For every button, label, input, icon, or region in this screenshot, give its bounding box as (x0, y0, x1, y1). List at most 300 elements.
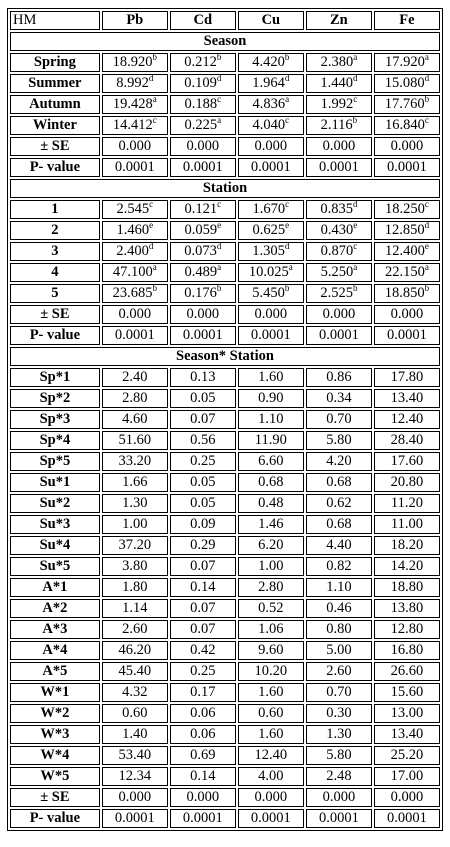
table-cell (374, 74, 440, 93)
cell-value: 0.000 (186, 138, 220, 154)
significance-letter: e (424, 242, 429, 251)
cell-value: 0.000 (322, 138, 356, 154)
cell-value: 17.00 (390, 768, 424, 784)
row-label: W*2 (10, 704, 100, 723)
table-cell (238, 599, 304, 618)
row-label: P- value (10, 326, 100, 345)
significance-letter: a (152, 95, 157, 104)
header-hm: HM (10, 11, 100, 30)
table-cell (170, 662, 236, 681)
cell-value: 13.80 (390, 600, 424, 616)
cell-value: 0.0001 (114, 327, 155, 343)
table-cell (238, 137, 304, 156)
cell-value: 12.80 (390, 621, 424, 637)
table-cell (102, 200, 168, 219)
table-cell (306, 725, 372, 744)
table-cell (306, 389, 372, 408)
significance-letter: a (288, 263, 293, 272)
table-cell (102, 473, 168, 492)
row-label: A*5 (10, 662, 100, 681)
table-cell (170, 641, 236, 660)
cell-value: 22.150 (385, 264, 425, 280)
cell-value: 4.60 (122, 411, 148, 427)
table-row (10, 641, 440, 660)
cell-value: 0.69 (190, 747, 216, 763)
cell-value: 0.80 (326, 621, 352, 637)
table-cell (374, 116, 440, 135)
table-cell (238, 725, 304, 744)
cell-value: 16.840 (385, 117, 425, 133)
table-cell (374, 641, 440, 660)
table-cell (306, 473, 372, 492)
row-label: P- value (10, 158, 100, 177)
table-cell (374, 221, 440, 240)
header-col-fe: Fe (374, 11, 440, 30)
cell-value: 14.20 (390, 558, 424, 574)
table-cell (102, 242, 168, 261)
table-row (10, 410, 440, 429)
table-cell (306, 305, 372, 324)
cell-value: 0.52 (258, 600, 284, 616)
cell-value: 13.00 (390, 705, 424, 721)
cell-value: 0.0001 (182, 327, 223, 343)
row-label: W*4 (10, 746, 100, 765)
cell-value: 11.20 (390, 495, 423, 511)
table-cell (102, 284, 168, 303)
cell-value: 1.80 (122, 579, 148, 595)
row-label: W*5 (10, 767, 100, 786)
table-cell (102, 137, 168, 156)
table-cell (374, 788, 440, 807)
table-cell (170, 431, 236, 450)
cell-value: 0.13 (190, 369, 216, 385)
table-row (10, 53, 440, 72)
table-cell (102, 704, 168, 723)
row-label: P- value (10, 809, 100, 828)
significance-letter: c (353, 95, 358, 104)
significance-letter: c (424, 116, 429, 125)
table-cell (170, 788, 236, 807)
table-cell (170, 452, 236, 471)
table-cell (238, 809, 304, 828)
row-label: ± SE (10, 137, 100, 156)
table-cell (102, 53, 168, 72)
cell-value: 17.80 (390, 369, 424, 385)
table-cell (102, 683, 168, 702)
table-cell (306, 662, 372, 681)
table-row (10, 788, 440, 807)
cell-value: 0.07 (190, 621, 216, 637)
significance-letter: d (216, 242, 222, 251)
table-cell (374, 263, 440, 282)
cell-value: 0.000 (254, 138, 288, 154)
table-cell (238, 452, 304, 471)
table-row (10, 473, 440, 492)
table-cell (306, 536, 372, 555)
cell-value: 2.400 (116, 243, 149, 259)
cell-value: 1.440 (320, 75, 353, 91)
cell-value: 0.0001 (318, 159, 359, 175)
table-cell (102, 599, 168, 618)
table-cell (238, 53, 304, 72)
table-cell (238, 704, 304, 723)
cell-value: 1.60 (258, 684, 284, 700)
cell-value: 0.0001 (114, 159, 155, 175)
significance-letter: a (217, 263, 222, 272)
significance-letter: b (352, 116, 358, 125)
cell-value: 1.964 (252, 75, 285, 91)
table-cell (170, 515, 236, 534)
cell-value: 1.30 (122, 495, 148, 511)
table-cell (306, 515, 372, 534)
table-row (10, 494, 440, 513)
cell-value: 0.000 (118, 306, 152, 322)
cell-value: 4.836 (252, 96, 286, 112)
cell-value: 46.20 (118, 642, 152, 658)
table-cell (102, 326, 168, 345)
table-cell (374, 389, 440, 408)
cell-value: 2.60 (122, 621, 148, 637)
table-cell (374, 284, 440, 303)
table-cell (238, 389, 304, 408)
table-cell (374, 536, 440, 555)
row-label: Sp*3 (10, 410, 100, 429)
heavy-metals-table-container (7, 8, 443, 831)
table-cell (170, 158, 236, 177)
significance-letter: d (284, 242, 290, 251)
significance-letter: d (352, 74, 358, 83)
table-cell (374, 704, 440, 723)
table-row (10, 683, 440, 702)
cell-value: 1.46 (258, 516, 284, 532)
cell-value: 5.450 (252, 285, 285, 301)
cell-value: 0.000 (186, 306, 220, 322)
table-cell (102, 557, 168, 576)
cell-value: 0.212 (184, 54, 217, 70)
cell-value: 4.00 (258, 768, 284, 784)
row-label: 1 (10, 200, 100, 219)
table-row (10, 809, 440, 828)
table-cell (306, 767, 372, 786)
table-row (10, 620, 440, 639)
cell-value: 1.10 (326, 579, 352, 595)
significance-letter: c (424, 200, 429, 209)
table-cell (374, 494, 440, 513)
row-label: W*3 (10, 725, 100, 744)
cell-value: 0.109 (184, 75, 217, 91)
significance-letter: c (217, 95, 222, 104)
significance-letter: c (353, 242, 358, 251)
table-row (10, 557, 440, 576)
cell-value: 0.489 (184, 264, 218, 280)
table-cell (238, 200, 304, 219)
table-cell (238, 578, 304, 597)
cell-value: 0.48 (258, 495, 284, 511)
cell-value: 0.56 (190, 432, 216, 448)
significance-letter: a (424, 263, 429, 272)
cell-value: 0.0001 (318, 810, 359, 826)
table-cell (238, 158, 304, 177)
row-label: A*4 (10, 641, 100, 660)
table-cell (238, 767, 304, 786)
cell-value: 0.000 (254, 306, 288, 322)
cell-value: 0.05 (190, 390, 216, 406)
significance-letter: b (352, 284, 358, 293)
table-body (10, 32, 440, 828)
header-col-pb: Pb (102, 11, 168, 30)
cell-value: 0.0001 (182, 159, 223, 175)
table-cell (374, 662, 440, 681)
table-cell (238, 284, 304, 303)
cell-value: 1.06 (258, 621, 284, 637)
cell-value: 0.176 (184, 285, 217, 301)
row-label: A*2 (10, 599, 100, 618)
table-cell (306, 788, 372, 807)
row-label: A*1 (10, 578, 100, 597)
cell-value: 0.86 (326, 369, 352, 385)
significance-letter: d (148, 242, 154, 251)
cell-value: 2.116 (320, 117, 353, 133)
cell-value: 0.000 (118, 138, 152, 154)
row-label: Summer (10, 74, 100, 93)
cell-value: 45.40 (118, 663, 152, 679)
table-cell (102, 389, 168, 408)
cell-value: 28.40 (390, 432, 424, 448)
table-cell (306, 683, 372, 702)
table-cell (374, 683, 440, 702)
table-cell (374, 368, 440, 387)
table-row (10, 515, 440, 534)
table-cell (238, 263, 304, 282)
significance-letter: d (424, 221, 430, 230)
table-row (10, 725, 440, 744)
heavy-metals-table (7, 8, 443, 831)
significance-letter: e (149, 221, 154, 230)
table-cell (238, 536, 304, 555)
table-cell (306, 494, 372, 513)
cell-value: 2.380 (320, 54, 354, 70)
table-cell (238, 662, 304, 681)
table-cell (170, 536, 236, 555)
cell-value: 0.06 (190, 726, 216, 742)
table-cell (238, 95, 304, 114)
cell-value: 0.34 (326, 390, 352, 406)
cell-value: 17.760 (384, 96, 425, 112)
table-cell (374, 200, 440, 219)
table-cell (374, 767, 440, 786)
table-cell (238, 242, 304, 261)
table-cell (102, 767, 168, 786)
table-cell (238, 221, 304, 240)
cell-value: 2.48 (326, 768, 352, 784)
table-cell (306, 557, 372, 576)
table-cell (306, 578, 372, 597)
table-cell (170, 74, 236, 93)
cell-value: 1.60 (258, 369, 284, 385)
table-cell (238, 368, 304, 387)
cell-value: 37.20 (118, 537, 152, 553)
table-row (10, 284, 440, 303)
cell-value: 4.40 (326, 537, 352, 553)
table-cell (102, 788, 168, 807)
row-label: Sp*5 (10, 452, 100, 471)
table-cell (306, 137, 372, 156)
table-cell (170, 620, 236, 639)
cell-value: 0.62 (326, 495, 352, 511)
cell-value: 18.920 (112, 54, 153, 70)
table-cell (102, 431, 168, 450)
table-cell (238, 494, 304, 513)
table-row (10, 599, 440, 618)
cell-value: 0.121 (184, 201, 218, 217)
table-row (10, 389, 440, 408)
significance-letter: b (216, 53, 222, 62)
significance-letter: a (152, 263, 157, 272)
cell-value: 25.20 (390, 747, 424, 763)
table-row (10, 767, 440, 786)
table-cell (306, 74, 372, 93)
table-row (10, 578, 440, 597)
cell-value: 0.000 (390, 138, 424, 154)
table-cell (170, 200, 236, 219)
table-cell (306, 431, 372, 450)
cell-value: 0.059 (184, 222, 218, 238)
table-cell (306, 53, 372, 72)
cell-value: 0.000 (186, 789, 220, 805)
cell-value: 11.00 (390, 516, 423, 532)
table-cell (306, 158, 372, 177)
cell-value: 53.40 (118, 747, 152, 763)
table-row (10, 746, 440, 765)
cell-value: 51.60 (118, 432, 152, 448)
cell-value: 0.68 (326, 474, 352, 490)
table-cell (306, 284, 372, 303)
table-cell (102, 158, 168, 177)
cell-value: 0.09 (190, 516, 216, 532)
cell-value: 12.40 (254, 747, 288, 763)
significance-letter: b (152, 284, 157, 293)
cell-value: 0.25 (190, 453, 216, 469)
cell-value: 1.30 (326, 726, 352, 742)
cell-value: 8.992 (116, 75, 149, 91)
cell-value: 23.685 (112, 285, 153, 301)
significance-letter: a (285, 95, 290, 104)
cell-value: 0.30 (326, 705, 352, 721)
table-cell (374, 599, 440, 618)
table-row (10, 326, 440, 345)
table-cell (306, 410, 372, 429)
cell-value: 12.400 (385, 243, 425, 259)
cell-value: 0.870 (320, 243, 354, 259)
cell-value: 4.32 (122, 684, 148, 700)
table-cell (170, 242, 236, 261)
significance-letter: a (353, 263, 358, 272)
table-cell (102, 368, 168, 387)
cell-value: 0.0001 (387, 327, 427, 343)
table-cell (374, 515, 440, 534)
table-cell (306, 641, 372, 660)
cell-value: 12.34 (118, 768, 152, 784)
table-cell (374, 53, 440, 72)
cell-value: 0.000 (322, 306, 356, 322)
significance-letter: b (284, 284, 290, 293)
cell-value: 0.225 (184, 117, 218, 133)
section-header-row (10, 347, 440, 366)
significance-letter: c (285, 116, 290, 125)
table-cell (170, 494, 236, 513)
significance-letter: e (285, 221, 290, 230)
cell-value: 0.0001 (114, 810, 155, 826)
cell-value: 0.000 (322, 789, 356, 805)
cell-value: 10.025 (248, 264, 289, 280)
header-col-cd: Cd (170, 11, 236, 30)
table-cell (170, 557, 236, 576)
cell-value: 1.992 (320, 96, 354, 112)
cell-value: 0.0001 (250, 810, 291, 826)
table-cell (306, 95, 372, 114)
row-label: Su*1 (10, 473, 100, 492)
table-cell (238, 746, 304, 765)
table-cell (306, 263, 372, 282)
cell-value: 5.80 (326, 432, 352, 448)
significance-letter: d (424, 74, 430, 83)
table-cell (374, 410, 440, 429)
table-cell (306, 452, 372, 471)
cell-value: 0.073 (184, 243, 217, 259)
cell-value: 0.06 (190, 705, 216, 721)
cell-value: 0.05 (190, 474, 216, 490)
table-row (10, 368, 440, 387)
table-cell (238, 305, 304, 324)
table-cell (374, 95, 440, 114)
cell-value: 12.40 (390, 411, 424, 427)
table-cell (306, 704, 372, 723)
cell-value: 0.14 (190, 579, 216, 595)
cell-value: 17.60 (390, 453, 424, 469)
table-cell (170, 746, 236, 765)
table-cell (170, 116, 236, 135)
cell-value: 33.20 (118, 453, 152, 469)
table-cell (170, 368, 236, 387)
table-row (10, 116, 440, 135)
table-cell (238, 515, 304, 534)
table-cell (102, 620, 168, 639)
table-cell (374, 158, 440, 177)
cell-value: 18.20 (390, 537, 424, 553)
cell-value: 0.0001 (318, 327, 359, 343)
row-label: ± SE (10, 788, 100, 807)
cell-value: 0.000 (118, 789, 152, 805)
cell-value: 15.080 (384, 75, 425, 91)
table-cell (306, 242, 372, 261)
cell-value: 0.0001 (387, 159, 427, 175)
row-label: Autumn (10, 95, 100, 114)
table-cell (170, 473, 236, 492)
cell-value: 11.90 (254, 432, 287, 448)
table-cell (102, 452, 168, 471)
table-cell (170, 137, 236, 156)
cell-value: 0.82 (326, 558, 352, 574)
row-label: Su*5 (10, 557, 100, 576)
cell-value: 5.80 (326, 747, 352, 763)
cell-value: 0.68 (326, 516, 352, 532)
cell-value: 13.40 (390, 726, 424, 742)
cell-value: 1.40 (122, 726, 148, 742)
header-col-zn: Zn (306, 11, 372, 30)
row-label: A*3 (10, 620, 100, 639)
table-cell (170, 389, 236, 408)
table-cell (170, 809, 236, 828)
